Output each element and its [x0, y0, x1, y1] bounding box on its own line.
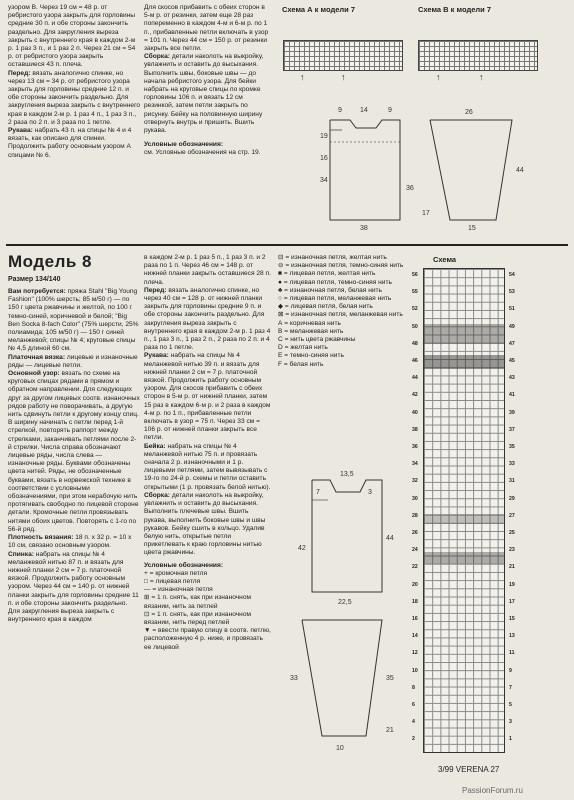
model7-text-column-1 [8, 4, 140, 160]
section-divider [6, 244, 568, 246]
watermark: PassionForum.ru [462, 786, 523, 795]
sleeve-text: набрать на спицы № 4 меланжевой нитью 39 п. и вязать для нижней планки 2 см = 7 р. платочной вязкой. Продолжить работу основным узором. Для скосов прибавить с обеих сторон в 5-м р. от нижней планки, затем 15 раз в каждом 6-м р. и 2 раза в каждом 4-м р. по 1 п., прибавленные петли включать в узор = 75 п. Через 33 см = 106 р. от нижней планки закрыть все петли. [144, 352, 271, 442]
dim-label: 44 [516, 167, 524, 174]
assembly-text: детали наколоть на выкройку, увлажнить и оставить до высыхания. Выполнить плечевые швы. Вшить рукава, выполнить боковые швы и швы рукавов. Бейку сшить в кольцо. Удалив белую нить, открытые петли прикетлевать к краю горловины нитью цвета ржавчины. [144, 491, 266, 557]
size-label: Размер 134/140 [8, 276, 61, 283]
dim-label: 10 [336, 745, 344, 752]
dim-label: 13,5 [340, 471, 354, 478]
legend-item: ○ = лицевая петля, меланжевая нить [278, 295, 392, 303]
chart-row-label: 56 [412, 272, 418, 278]
chart-row-label: 24 [412, 547, 418, 554]
dim-label: 36 [406, 185, 414, 192]
legend-item: D = желтая нить [278, 344, 328, 352]
model7-text-column-2 [144, 4, 272, 158]
chart-row-label: 10 [412, 667, 418, 674]
bind-label: Бейка: [144, 442, 166, 450]
dim-label: 19 [320, 133, 328, 140]
legend-item: ● = лицевая петля, темно-синяя нить [278, 278, 392, 286]
dim-label: 7 [316, 489, 320, 496]
arrow-up-icon: ↑ [300, 72, 305, 82]
legend-item: ⊖ = изнаночная петля, темно-синяя нить [278, 262, 404, 270]
density-label: Плотность вязания: [8, 534, 74, 542]
chart-row-label: 19 [509, 581, 515, 588]
chart-row-label: 31 [509, 478, 515, 485]
chart-row-label: 38 [412, 426, 418, 433]
model8-legend-column [278, 254, 418, 369]
legend-item: ⊟ = изнаночная петля, желтая нить [278, 254, 387, 261]
chart-row-label: 52 [412, 306, 418, 313]
chart-row-label: 51 [509, 306, 515, 313]
chart-row-label: 54 [509, 272, 515, 278]
pattern-text: вязать по схеме на круговых спицах рядами в прямом и обратном направлении. Для следующих друг за другом лицевых соотв. изнаночных рядов работу не поворачивать, а другую нить сдвинуть петли к другому концу спиц. В ширину начинать с петли перед 1-й стрелкой, повторять раппорт между стрелками, заканчивать петлями после 2-й стрелки. Числа справа обозначают лицевые ряды, числа слева — изнаночные ряды. Буквами обозначены цвета нитей. Ряды, не обозначенные буквами, вязать в норвежской технике в соответствии с условными обозначениями, при этом нерабочую нить протягивать свободно по лицевой стороне детали. Кромочные петли провязывать нитями обоих цветов. Повторять с 1-го по 56-й ряд. [8, 370, 140, 533]
chart-row-label: 42 [412, 392, 418, 399]
chart-row-label: 49 [509, 323, 515, 330]
chart-row-label: 44 [412, 375, 418, 382]
chart-row-label: 47 [509, 340, 515, 347]
legend-item: ▼ = ввести правую спицу в соотв. петлю, расположенную 4 р. ниже, и провязать ее лицевой [144, 627, 271, 651]
chart-row-label: 33 [509, 461, 515, 468]
legend-item: В = меланжевая нить [278, 327, 344, 335]
chart-row-label: 5 [509, 702, 512, 708]
front-label: Перед: [8, 69, 31, 77]
front-label: Перед: [144, 286, 167, 294]
legend-item: ■ = лицевая петля, желтая нить [278, 270, 376, 278]
model8-text-column-2 [144, 254, 272, 652]
chart-row-label: 6 [412, 702, 415, 708]
dim-label: 34 [320, 177, 328, 184]
materials-text: пряжа Stahl "Big Young Fashion" (100% шерсть; 85 м/50 г) — по 150 г цвета ржавчины и желтой, по 100 г темно-синей, коричневой и белой; "Big Ben Socka 8-fach Color" (75% шерсти, 25% полиамида; 105 м/50 г) — 150 г синей меланжевой; спицы № 4; круговые спицы № 4,5 длиной 60 см. [8, 288, 139, 353]
legend-item: ◆ = лицевая петля, белая нить [278, 303, 373, 311]
legend-item: ⊠ = изнаночная петля, меланжевая нить [278, 311, 403, 319]
chart-row-label: 14 [412, 633, 418, 640]
legend-item: — = изнаночная петля [144, 586, 213, 594]
dim-label: 9 [338, 107, 342, 114]
dim-label: 21 [386, 727, 394, 734]
dim-label: 16 [320, 155, 328, 162]
dim-label: 15 [468, 225, 476, 232]
chart-row-label: 7 [509, 684, 512, 691]
chart-band [424, 552, 504, 564]
front-text: вязать аналогично спинке, но через 13 см = 34 р. от ребристого узора закрыть для горловины средние 12 п. и обе стороны закончить раздельно. Для закругления выреза закрыть с внутреннего края в каждом 2-м р. 1 раз 4 п., 1 раз 3 п., 2 раза по 2 п. и 3 раза по 1 петле. [8, 69, 140, 126]
sleeve-text: набрать 43 п. на спицы № 4 и 4 вязать, как описано для спинки. Продолжить работу основным узором А спицами № 6. [8, 127, 132, 159]
chart-row-label: 37 [509, 426, 515, 433]
edging-label: Платочная вязка: [8, 353, 66, 361]
dim-label: 14 [360, 107, 368, 114]
dim-label: 22,5 [338, 599, 352, 606]
chart-band [424, 514, 504, 524]
legend-text: см. Условные обозначения на стр. 19. [144, 149, 261, 157]
chart-row-label: 36 [412, 444, 418, 450]
chart-row-label: 2 [412, 736, 415, 743]
chart-row-label: 35 [509, 444, 515, 450]
chart-row-label: 16 [412, 616, 418, 622]
schema-b-grid [418, 40, 538, 71]
chart-row-label: 48 [412, 340, 418, 347]
legend-list [144, 570, 272, 652]
bind-text: набрать на спицы № 4 меланжевой нитью 75 п. и провязать сначала 2 р. изнаночными и 1 р. лицевыми петлями, затем вывязывать с 19-го по 24-й р. схемы и петли оставить открытыми (1 р. провязать белой нитью). [144, 442, 271, 491]
legend-item: F = белая нить [278, 360, 324, 368]
legend-item: А = коричневая нить [278, 319, 341, 327]
chart-row-label: 21 [509, 564, 515, 571]
assembly-text: детали наколоть на выкройку, увлажнить и оставить до высыхания. Выполнить швы, боковые швы — до начала ребристого узора. Для бейки набрать на круговые спицы по кромке горловины 106 п. и вязать 12 см резинкой, затем петли закрыть по рисунку. Бейку на половинную ширину отвернуть внутрь и пришить. Вшить рукава. [144, 53, 264, 135]
arrow-up-icon: ↑ [479, 72, 484, 82]
chart-row-label: 32 [412, 478, 418, 485]
edging-text: лицевые и изнаночные ряды — лицевые петли. [8, 353, 138, 369]
chart-title: Схема [433, 255, 457, 264]
model-title: Модель 8 [8, 252, 92, 271]
arrow-up-icon: ↑ [436, 72, 441, 82]
chart-row-label: 17 [509, 598, 515, 605]
paragraph: в каждом 2-м р. 1 раз 5 п., 1 раз 3 п. и 2 раза по 1 п. Через 46 см = 148 р. от нижней планки закрыть оставшиеся 28 п. плеча. [144, 254, 271, 286]
legend-item: ♣ = изнаночная петля, белая нить [278, 286, 382, 294]
chart-row-label: 50 [412, 323, 418, 330]
chart-row-label: 28 [412, 512, 418, 519]
chart-row-label: 26 [412, 530, 418, 536]
chart-row-label: 11 [509, 650, 515, 657]
chart-row-label: 45 [509, 358, 515, 364]
schema-a-title: Схема А к модели 7 [282, 5, 356, 14]
dim-label: 42 [298, 545, 306, 552]
legend-item: ⊡ = 1 п. снять, как при изнаночном вязании, нить перед петлей [144, 610, 252, 626]
dim-label: 44 [386, 535, 394, 542]
back-text: набрать на спицы № 4 меланжевой нитью 87 п. и вязать для нижней планки 2 см = 7 р. платочной вязкой. Продолжить работу основным узором. Через 44 см = 140 р. от нижней планки закрыть для горловины средние 11 п. и обе стороны закончить раздельно. Для закругления выреза закрыть с внутреннего края в каждом [8, 550, 139, 624]
schema-b-title: Схема В к модели 7 [418, 5, 492, 14]
chart-row-label: 18 [412, 598, 418, 605]
dim-label: 38 [360, 225, 368, 232]
chart-row-label: 23 [509, 547, 515, 554]
chart-row-label: 29 [509, 495, 515, 502]
legend-item: ⊞ = 1 п. снять, как при изнаночном вязании, нить за петлей [144, 594, 252, 610]
chart-row-label: 15 [509, 616, 515, 622]
chart-band [424, 324, 504, 344]
back-label: Спинка: [8, 550, 34, 558]
sleeve-label: Рукава: [8, 127, 33, 135]
dim-label: 35 [386, 675, 394, 682]
dim-label: 9 [388, 107, 392, 114]
legend-item: + = кромочная петля [144, 569, 208, 577]
sleeve-label: Рукава: [144, 352, 169, 360]
front-text: вязать аналогично спинке, но через 40 см = 128 р. от нижней планки закрыть для горловины средние 9 п. и обе стороны закончить раздельно. Для закругления выреза закрыть с внутреннего края в каждом 2-м р. 1 раз 4 п., 1 раз 3 п., 1 раз 2 п., 2 раза по 2 п. и 4 раза по 1 петле. [144, 286, 271, 352]
chart-row-label: 40 [412, 409, 418, 416]
density-text: 18 п. х 32 р. = 10 х 10 см, связано основным узором. [8, 534, 132, 550]
chart-row-label: 30 [412, 495, 418, 502]
dim-label: 26 [465, 109, 473, 116]
chart-row-label: 20 [412, 581, 418, 588]
materials-label: Вам потребуется: [8, 288, 66, 295]
model7-pattern-diagram [280, 90, 565, 230]
dim-label: 17 [422, 210, 430, 217]
knitting-chart [423, 268, 505, 753]
chart-row-label: 9 [509, 667, 512, 674]
chart-row-label: 46 [412, 358, 418, 364]
chart-row-label: 3 [509, 719, 512, 726]
chart-row-label: 34 [412, 461, 418, 468]
chart-row-label: 8 [412, 684, 415, 691]
assembly-label: Сборка: [144, 491, 170, 499]
legend-item: Е = темно-синяя нить [278, 352, 344, 360]
chart-row-label: 27 [509, 512, 515, 519]
legend-item: □ = лицевая петля [144, 577, 201, 585]
model8-pattern-diagram [282, 470, 414, 760]
chart-row-label: 43 [509, 375, 515, 382]
chart-row-label: 39 [509, 409, 515, 416]
chart-row-label: 53 [509, 289, 515, 296]
chart-row-label: 13 [509, 633, 515, 640]
assembly-label: Сборка: [144, 53, 170, 61]
chart-row-label: 1 [509, 736, 512, 743]
chart-row-label: 41 [509, 392, 515, 399]
chart-row-label: 4 [412, 719, 415, 726]
chart-band [424, 355, 504, 369]
chart-row-label: 25 [509, 530, 515, 536]
legend-label: Условные обозначения: [144, 141, 224, 149]
paragraph: узором В. Через 19 см = 48 р. от ребристого узора закрыть для горловины средние 30 п. и обе стороны закончить раздельно. Для закругления выреза закрыть с внутреннего края в каждом 2-м р. 1 раз 3 п., и 1 раз 2 п. Через 21 см = 54 р. от ребристого узора закрыть оставшиеся 43 п. плеча. [8, 4, 136, 69]
chart-row-label: 55 [412, 289, 418, 296]
arrow-up-icon: ↑ [341, 72, 346, 82]
chart-row-label: 12 [412, 650, 418, 657]
chart-row-label: 22 [412, 564, 418, 571]
legend-item: С = нить цвета ржавчины [278, 336, 356, 344]
legend-list [278, 254, 418, 369]
page-footer: 3/99 VERENA 27 [438, 765, 500, 774]
dim-label: 3 [368, 489, 372, 496]
model8-text-column-1 [8, 288, 140, 624]
dim-label: 33 [290, 675, 298, 682]
pattern-label: Основной узор: [8, 370, 60, 378]
paragraph: Для скосов прибавить с обеих сторон в 5-м р. от резинки, затем еще 28 раз попеременно в каждом 4-м и 6-м р. по 1 п., прибавленные петли включать в узор = 101 п. Через 44 см = 150 р. от резинки закрыть все петли. [144, 4, 269, 53]
schema-a-grid [283, 40, 403, 71]
legend-title: Условные обозначения: [144, 561, 224, 569]
